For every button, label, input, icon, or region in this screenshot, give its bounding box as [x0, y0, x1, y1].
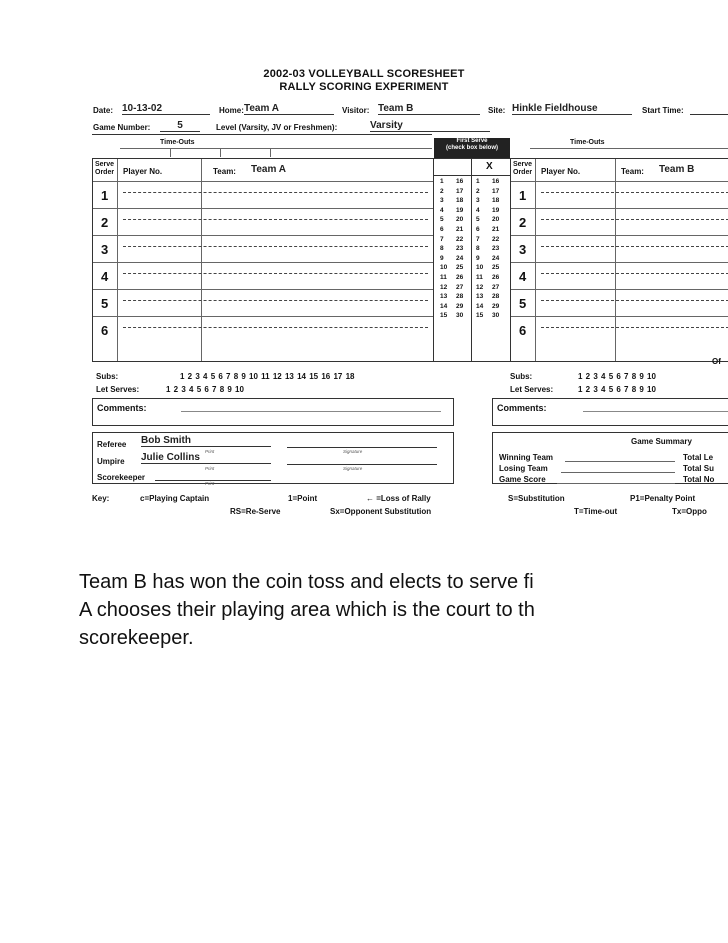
right-comments-box — [492, 398, 728, 426]
score-cell: 22 — [456, 235, 464, 243]
score-cell: 6 — [476, 225, 480, 233]
score-cell: 25 — [492, 264, 500, 272]
level-label: Level (Varsity, JV or Freshmen): — [216, 123, 338, 132]
left-team-label: Team: — [213, 167, 236, 176]
divider — [565, 461, 675, 462]
score-cell: 17 — [492, 187, 500, 195]
score-cell: 14 — [440, 302, 448, 310]
divider — [541, 327, 728, 328]
score-cell: 9 — [440, 254, 444, 262]
right-score-column-a — [476, 177, 490, 321]
score-cell: 7 — [476, 235, 480, 243]
score-cell: 16 — [492, 178, 500, 185]
score-cell: 6 — [440, 225, 444, 233]
first-serve-header — [434, 138, 510, 158]
right-player-no-label: Player No. — [541, 167, 581, 176]
score-cell: 12 — [440, 283, 448, 291]
score-cell: 24 — [456, 254, 464, 262]
left-let-serves-numbers: 1 2 3 4 5 6 7 8 9 10 — [166, 385, 244, 394]
score-cell: 2 — [476, 187, 480, 195]
caption-line-3: scorekeeper. — [79, 627, 194, 649]
right-let-serves-label: Let Serves: — [510, 385, 554, 394]
right-serve-number: 4 — [519, 269, 527, 284]
right-timeouts-label: Time-Outs — [570, 139, 605, 146]
left-serve-row-1 — [93, 181, 433, 208]
score-cell: 29 — [456, 302, 464, 310]
home-field: Team A — [244, 103, 334, 115]
officials-box — [92, 432, 454, 484]
right-serve-number: 1 — [519, 188, 527, 203]
divider — [220, 148, 221, 157]
first-serve-mark: X — [486, 161, 493, 172]
start-time-label: Start Time: — [642, 106, 684, 115]
score-cell: 21 — [456, 225, 464, 233]
left-serve-row-5 — [93, 289, 433, 316]
game-summary-label: Game Summary — [631, 437, 692, 446]
divider — [170, 148, 171, 157]
caption-line-1: Team B has won the coin toss and elects to serve fi — [79, 571, 534, 593]
left-timeout-cells — [120, 148, 432, 157]
right-team-name: Team B — [659, 164, 695, 175]
key-re-serve: RS=Re-Serve — [230, 507, 281, 516]
game-summary-box — [492, 432, 728, 484]
score-cell: 4 — [476, 206, 480, 214]
right-serve-row-3 — [511, 235, 728, 262]
score-cell: 26 — [456, 273, 464, 281]
right-subs-label: Subs: — [510, 372, 533, 381]
divider — [181, 411, 441, 412]
score-cell: 29 — [492, 302, 500, 310]
site-label: Site: — [488, 106, 506, 115]
left-subs-numbers: 1 2 3 4 5 6 7 8 9 10 11 12 13 14 15 16 17 18 — [180, 372, 355, 381]
score-cell: 20 — [492, 216, 500, 224]
divider — [541, 219, 728, 220]
divider — [270, 148, 271, 157]
divider — [557, 483, 675, 484]
umpire-field: Julie Collins — [141, 452, 271, 464]
game-number-field: 5 — [160, 120, 200, 132]
left-serve-number: 6 — [101, 323, 109, 338]
left-team-box — [92, 158, 434, 362]
key-substitution: S=Substitution — [508, 494, 565, 503]
right-serve-number: 3 — [519, 242, 527, 257]
divider — [123, 273, 428, 274]
key-penalty-point: P1=Penalty Point — [630, 494, 696, 503]
score-cell: 5 — [440, 216, 444, 224]
losing-team-label: Losing Team — [499, 464, 548, 473]
score-cell: 25 — [456, 264, 464, 272]
divider — [123, 246, 428, 247]
referee-signature-field — [287, 435, 437, 448]
divider — [123, 327, 428, 328]
total-sub-label: Total Su — [683, 464, 714, 473]
right-serve-number: 5 — [519, 296, 527, 311]
visitor-field: Team B — [378, 103, 480, 115]
score-cell: 12 — [476, 283, 484, 291]
game-score-label: Game Score — [499, 475, 546, 484]
game-number-label: Game Number: — [93, 123, 151, 132]
divider — [92, 134, 432, 135]
total-let-label: Total Le — [683, 453, 714, 462]
score-cell: 9 — [476, 254, 480, 262]
right-serve-number: 2 — [519, 215, 527, 230]
left-serve-number: 2 — [101, 215, 109, 230]
score-cell: 1 — [476, 178, 480, 185]
signature-label: Signature — [343, 466, 363, 471]
score-cell: 18 — [492, 197, 500, 205]
score-cell: 23 — [456, 245, 464, 253]
left-serve-row-2 — [93, 208, 433, 235]
right-serve-row-2 — [511, 208, 728, 235]
key-point: 1=Point — [288, 494, 318, 503]
left-serve-row-3 — [93, 235, 433, 262]
total-no-label: Total No — [683, 475, 715, 484]
score-cell: 3 — [476, 197, 480, 205]
print-label: Print — [205, 481, 215, 486]
key-opponent-substitution: Sx=Opponent Substitution — [330, 507, 432, 516]
left-serve-number: 4 — [101, 269, 109, 284]
level-field: Varsity — [370, 120, 490, 132]
score-cell: 22 — [492, 235, 500, 243]
left-score-column-a — [440, 177, 454, 321]
divider — [541, 273, 728, 274]
right-serve-order-label: Serve Order — [513, 161, 533, 176]
score-cell: 11 — [440, 273, 447, 281]
score-cell: 19 — [492, 206, 500, 214]
divider — [434, 175, 510, 176]
key-time-out: T=Time-out — [574, 507, 618, 516]
left-player-no-label: Player No. — [123, 167, 163, 176]
score-cell: 27 — [492, 283, 500, 291]
score-cell: 30 — [492, 312, 500, 320]
key-label: Key: — [92, 494, 110, 503]
score-cell: 11 — [476, 273, 483, 281]
left-timeouts-label: Time-Outs — [160, 139, 195, 146]
scorekeeper-label: Scorekeeper — [97, 473, 146, 482]
score-cell: 14 — [476, 302, 484, 310]
left-subs-label: Subs: — [96, 372, 119, 381]
score-cell: 30 — [456, 312, 464, 320]
left-serve-number: 1 — [101, 188, 109, 203]
divider — [541, 192, 728, 193]
first-serve-label: First Serve — [456, 138, 488, 144]
winning-team-label: Winning Team — [499, 453, 553, 462]
sheet-title: 2002-03 VOLLEYBALL SCORESHEET — [263, 68, 465, 80]
score-cell: 8 — [476, 245, 480, 253]
start-time-field — [690, 103, 728, 115]
date-label: Date: — [93, 106, 114, 115]
score-cell: 19 — [456, 206, 464, 214]
date-field: 10-13-02 — [122, 103, 210, 115]
left-serve-row-6 — [93, 316, 433, 343]
referee-label: Referee — [97, 440, 127, 449]
score-cell: 20 — [456, 216, 464, 224]
volleyball-scoresheet — [0, 60, 728, 530]
umpire-label: Umpire — [97, 457, 125, 466]
score-cell: 18 — [456, 197, 464, 205]
referee-field: Bob Smith — [141, 435, 271, 447]
divider — [561, 472, 675, 473]
right-comments-label: Comments: — [497, 403, 547, 413]
off-label: Of — [712, 357, 721, 366]
score-cell: 8 — [440, 245, 444, 253]
left-serve-number: 5 — [101, 296, 109, 311]
divider — [123, 219, 428, 220]
divider — [530, 148, 728, 149]
score-cell: 15 — [476, 312, 484, 320]
divider — [541, 246, 728, 247]
print-label: Print — [205, 466, 215, 471]
score-cell: 17 — [456, 187, 464, 195]
left-comments-box — [92, 398, 454, 426]
score-cell: 2 — [440, 187, 444, 195]
caption-line-2: A chooses their playing area which is the court to th — [79, 599, 535, 621]
score-cell: 1 — [440, 178, 444, 185]
divider — [123, 300, 428, 301]
score-cell: 28 — [492, 293, 500, 301]
score-cell: 10 — [476, 264, 484, 272]
score-cell: 28 — [456, 293, 464, 301]
left-serve-row-4 — [93, 262, 433, 289]
score-cell: 16 — [456, 178, 464, 185]
divider — [583, 411, 728, 412]
right-score-column-b — [492, 177, 506, 321]
score-cell: 13 — [440, 293, 448, 301]
score-cell: 4 — [440, 206, 444, 214]
score-cell: 27 — [456, 283, 464, 291]
score-cell: 15 — [440, 312, 448, 320]
right-serve-number: 6 — [519, 323, 527, 338]
score-cell: 5 — [476, 216, 480, 224]
score-cell: 7 — [440, 235, 444, 243]
visitor-label: Visitor: — [342, 106, 370, 115]
check-box-label: (check box below) — [445, 145, 498, 151]
right-let-serves-numbers: 1 2 3 4 5 6 7 8 9 10 — [578, 385, 656, 394]
left-let-serves-label: Let Serves: — [96, 385, 140, 394]
key-loss-of-rally: ← =Loss of Rally — [366, 494, 431, 503]
key-opponent-timeout: Tx=Oppo — [672, 507, 707, 516]
divider — [471, 159, 472, 361]
score-cell: 3 — [440, 197, 444, 205]
divider — [541, 300, 728, 301]
score-columns — [434, 158, 510, 362]
right-subs-numbers: 1 2 3 4 5 6 7 8 9 10 — [578, 372, 656, 381]
right-serve-row-6 — [511, 316, 728, 343]
umpire-signature-field — [287, 452, 437, 465]
left-serve-number: 3 — [101, 242, 109, 257]
score-cell: 24 — [492, 254, 500, 262]
right-serve-row-1 — [511, 181, 728, 208]
right-serve-row-4 — [511, 262, 728, 289]
right-team-box — [510, 158, 728, 362]
left-team-name: Team A — [251, 164, 287, 175]
site-field: Hinkle Fieldhouse — [512, 103, 632, 115]
caption-text — [79, 568, 728, 652]
home-label: Home: — [219, 106, 244, 115]
score-cell: 23 — [492, 245, 500, 253]
left-comments-label: Comments: — [97, 403, 147, 413]
score-cell: 13 — [476, 293, 484, 301]
signature-label: Signature — [343, 449, 363, 454]
score-cell: 10 — [440, 264, 448, 272]
divider — [123, 192, 428, 193]
score-cell: 21 — [492, 225, 500, 233]
scorekeeper-field — [155, 469, 271, 481]
print-label: Print — [205, 449, 215, 454]
left-score-column-b — [456, 177, 470, 321]
key-playing-captain: c=Playing Captain — [140, 494, 210, 503]
right-team-label: Team: — [621, 167, 644, 176]
sheet-subtitle: RALLY SCORING EXPERIMENT — [279, 81, 449, 93]
right-serve-row-5 — [511, 289, 728, 316]
left-serve-order-label: Serve Order — [95, 161, 115, 176]
score-cell: 26 — [492, 273, 500, 281]
